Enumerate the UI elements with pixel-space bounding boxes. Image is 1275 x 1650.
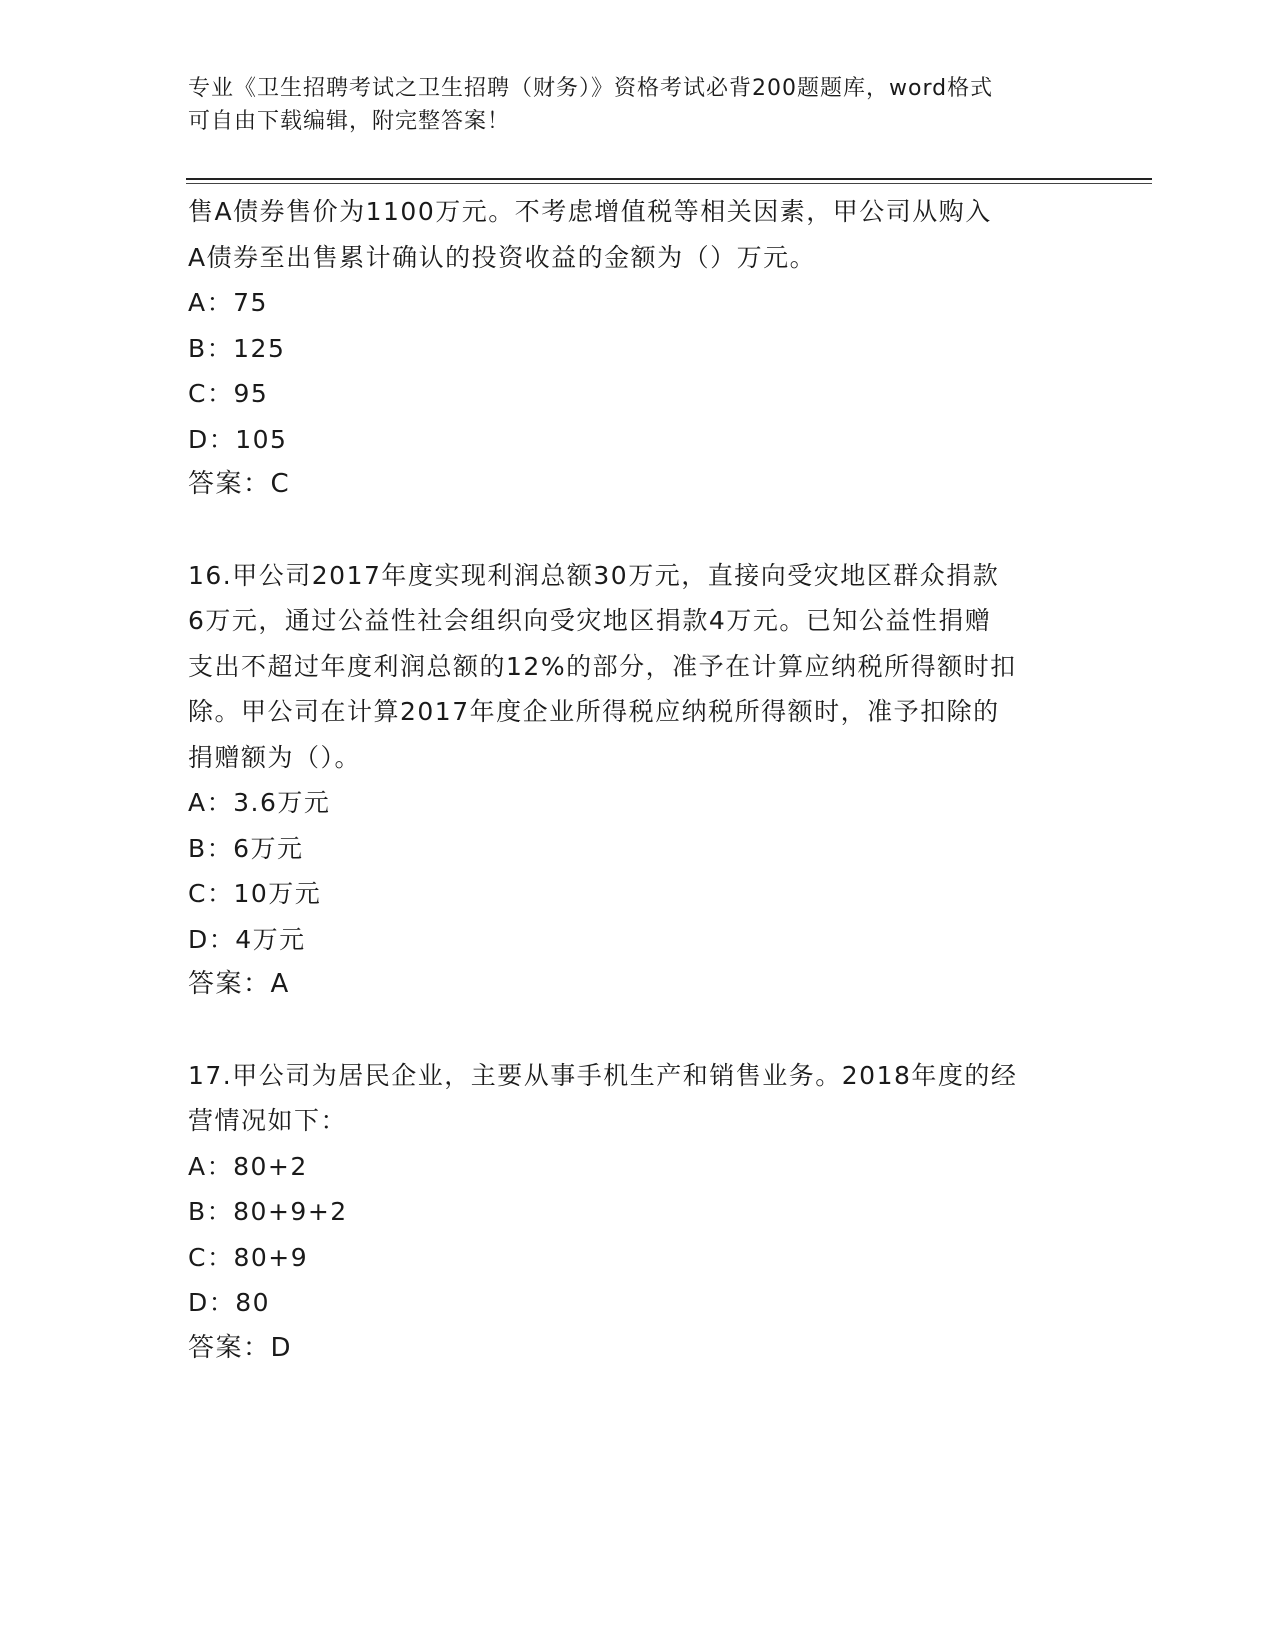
answer-label: 答案：C [188,469,291,499]
option-d: D：4万元 [188,924,306,954]
question-text-line: 16.甲公司2017年度实现利润总额30万元，直接向受灾地区群众捐款 [188,560,1000,590]
option-c: C：95 [188,379,269,408]
answer-label: 答案：A [188,969,290,999]
question-text-line: 营情况如下： [188,1106,348,1135]
option-d: D：80 [188,1288,271,1317]
question-16 [188,553,1088,1008]
option-a: A：75 [188,288,268,317]
question-text-line: 除。甲公司在计算2017年度企业所得税应纳税所得额时，准予扣除的 [188,697,1000,726]
header-title-line-1: 专业《卫生招聘考试之卫生招聘（财务）》资格考试必背200题题库，word格式 [188,76,994,101]
document-header [188,72,1068,138]
answer-label: 答案：D [188,1332,293,1363]
option-a: A：3.6万元 [188,788,331,817]
option-b: B：6万元 [188,833,304,863]
question-text-line: 支出不超过年度利润总额的12%的部分，准予在计算应纳税所得额时扣 [188,651,1017,681]
header-divider-thick [186,178,1152,180]
header-divider-thin [186,183,1152,184]
header-title-line-2: 可自由下载编辑，附完整答案！ [188,109,511,134]
question-17 [188,1053,1088,1372]
question-text-line: 售A债券售价为1100万元。不考虑增值税等相关因素，甲公司从购入 [188,197,992,226]
question-text-line: 17.甲公司为居民企业，主要从事手机生产和销售业务。2018年度的经 [188,1060,1018,1090]
question-text-line: 6万元，通过公益性社会组织向受灾地区捐款4万元。已知公益性捐赠 [188,606,992,635]
option-a: A：80+2 [188,1151,308,1181]
question-list [188,189,1088,1371]
option-b: B：125 [188,333,286,363]
option-b: B：80+9+2 [188,1197,348,1226]
question-15 [188,189,1088,508]
option-c: C：10万元 [188,879,322,908]
question-text-line: A债券至出售累计确认的投资收益的金额为（）万元。 [188,242,817,272]
option-d: D：105 [188,424,288,454]
option-c: C：80+9 [188,1242,309,1272]
question-spacer [188,508,1088,553]
question-spacer [188,1008,1088,1053]
question-text-line: 捐赠额为（）。 [188,742,362,772]
